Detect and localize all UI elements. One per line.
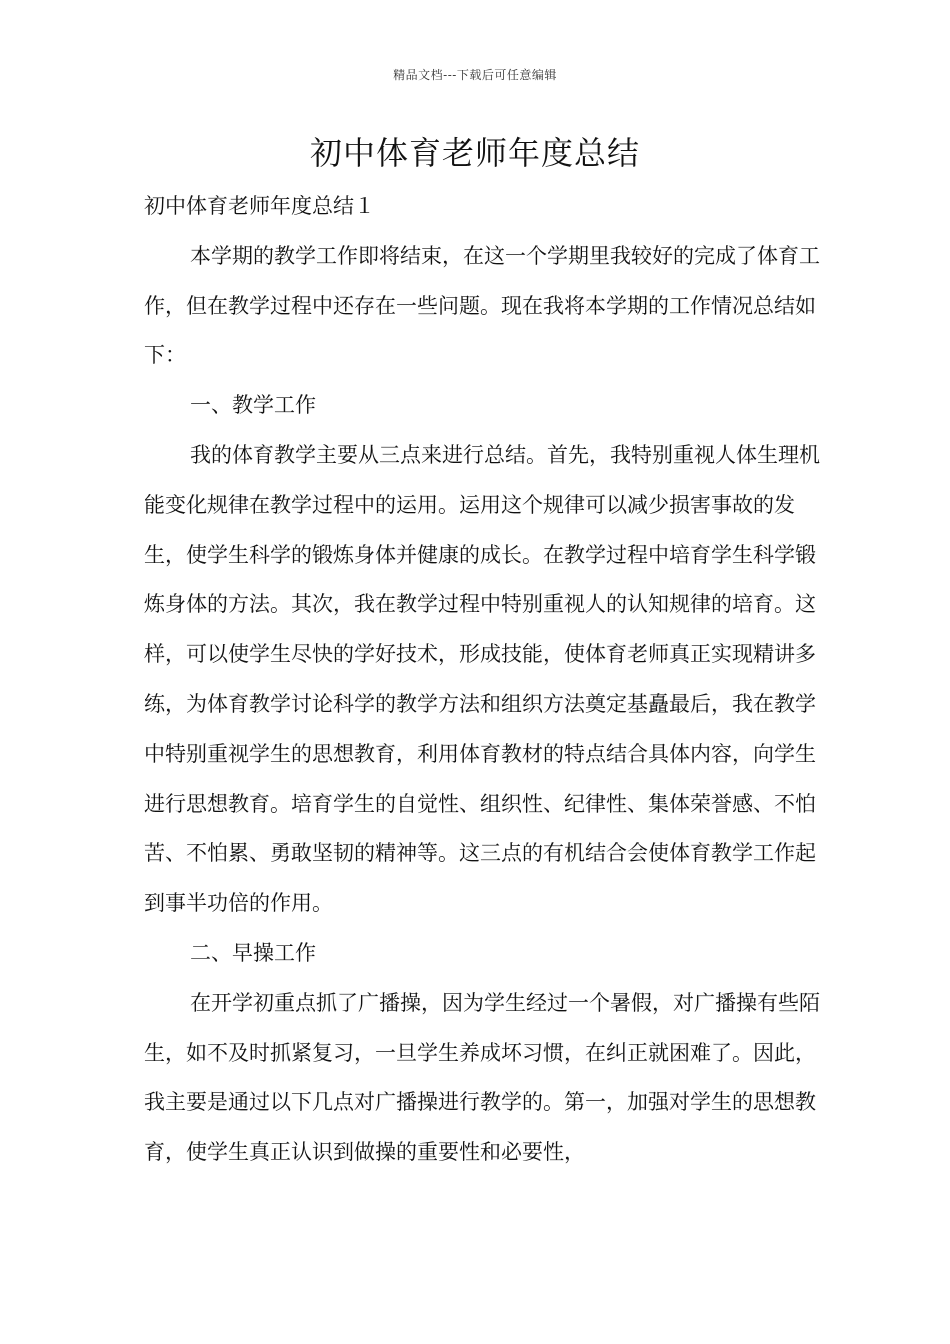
paragraph-intro: 本学期的教学工作即将结束，在这一个学期里我较好的完成了体育工作，但在教学过程中还存在一些问题。现在我将本学期的工作情况总结如下： (144, 243, 820, 368)
document-body (144, 182, 834, 1178)
section-heading-teaching: 一、教学工作 (190, 393, 316, 418)
document-subtitle: 初中体育老师年度总结１ (144, 194, 375, 218)
document-title: 初中体育老师年度总结 (309, 134, 640, 172)
header-note: 精品文档---下载后可任意编辑 (393, 68, 557, 82)
paragraph-teaching: 我的体育教学主要从三点来进行总结。首先，我特别重视人体生理机能变化规律在教学过程中的运用。运用这个规律可以减少损害事故的发生，使学生科学的锻炼身体并健康的成长。在教学过程中培育学生科学锻炼身体的方法。其次，我在教学过程中特别重视人的认知规律的培育。这样，可以使学生尽快的学好技术，形成技能，使体育老师真正实现精讲多练，为体育教学讨论科学的教学方法和组织方法奠定基矗最后，我在教学中特别重视学生的思想教育，利用体育教材的特点结合具体内容，向学生进行思想教育。培育学生的自觉性、组织性、纪律性、集体荣誉感、不怕苦、不怕累、勇敢坚韧的精神等。这三点的有机结合会使体育教学工作起到事半功倍的作用。 (144, 442, 820, 916)
section-heading-morning-exercise: 二、早操工作 (190, 940, 316, 965)
paragraph-morning-exercise: 在开学初重点抓了广播操，因为学生经过一个暑假，对广播操有些陌生，如不及时抓紧复习，一旦学生养成坏习惯，在纠正就困难了。因此，我主要是通过以下几点对广播操进行教学的。第一，加强对学生的思想教育，使学生真正认识到做操的重要性和必要性， (144, 990, 820, 1165)
